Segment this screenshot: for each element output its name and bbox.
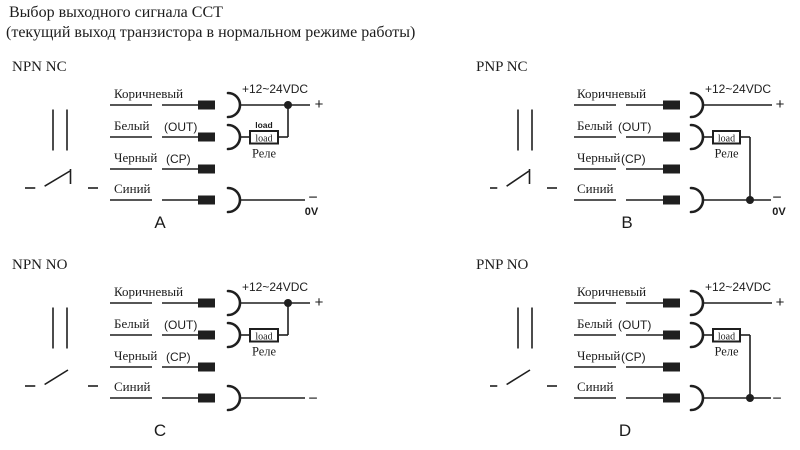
- diagram-type-label: PNP NC: [476, 59, 528, 75]
- supply-label: +12~24VDC: [705, 280, 772, 294]
- junction-dot: [746, 196, 754, 204]
- terminal-icon: [663, 331, 680, 340]
- zero-volt-label: 0V: [772, 206, 786, 218]
- plug-socket-icon: [691, 188, 703, 212]
- sensor-box: [475, 281, 574, 405]
- minus-terminal-label: −: [772, 390, 782, 408]
- cp-label: (CP): [166, 350, 191, 364]
- diagram-pnp-nc: [400, 57, 800, 250]
- load-label: load: [255, 331, 273, 343]
- diagram-type-label: NPN NO: [12, 257, 68, 273]
- supply-label: +12~24VDC: [705, 82, 772, 96]
- load-label: load: [717, 331, 736, 343]
- wire-black: [110, 348, 215, 372]
- load-label: load: [717, 133, 736, 145]
- plug-socket-icon: [691, 93, 703, 117]
- load-label-above: load: [255, 120, 273, 130]
- wire-blue: [110, 181, 319, 218]
- wire-brown: [110, 280, 324, 315]
- diagram-letter: D: [618, 421, 632, 440]
- plug-socket-icon: [691, 125, 703, 149]
- diagram-pnp-no: [400, 255, 800, 448]
- wire-label-blue: Синий: [114, 379, 151, 394]
- plug-socket-icon: [228, 125, 240, 149]
- wire-label-brown: Коричневый: [577, 86, 647, 101]
- diagram-type-label: NPN NC: [12, 59, 67, 75]
- plug-socket-icon: [228, 323, 240, 347]
- diagram-letter: C: [153, 421, 167, 440]
- terminal-icon: [663, 363, 680, 372]
- wire-label-white: Белый: [577, 118, 613, 133]
- wire-label-brown: Коричневый: [114, 284, 184, 299]
- terminal-icon: [198, 196, 215, 205]
- supply-label: +12~24VDC: [242, 82, 309, 96]
- plug-socket-icon: [691, 386, 703, 410]
- sensor-box: [10, 83, 110, 207]
- minus-terminal-label: −: [308, 189, 318, 207]
- sensor-box: [10, 281, 110, 405]
- wire-label-white: Белый: [577, 316, 613, 331]
- wire-brown: [574, 82, 785, 117]
- wire-label-white: Белый: [114, 118, 150, 133]
- terminal-icon: [663, 394, 680, 403]
- plus-terminal-label: +: [775, 294, 785, 311]
- terminal-icon: [663, 101, 680, 110]
- plug-socket-icon: [691, 323, 703, 347]
- wire-label-black: Черный: [114, 150, 158, 165]
- terminal-icon: [198, 101, 215, 110]
- plug-socket-icon: [228, 93, 240, 117]
- wire-label-black: Черный: [114, 348, 158, 363]
- supply-label: +12~24VDC: [242, 280, 309, 294]
- minus-terminal-label: −: [308, 390, 318, 408]
- plus-terminal-label: +: [314, 96, 324, 113]
- diagram-letter: B: [621, 213, 633, 232]
- wire-black: [574, 150, 680, 174]
- page-title: Выбор выходного сигнала ССТ: [9, 4, 223, 21]
- zero-volt-label: 0V: [304, 206, 319, 218]
- wire-black: [110, 150, 215, 174]
- wire-brown: [574, 280, 785, 315]
- minus-terminal-label: −: [772, 189, 782, 207]
- diagram-npn-no: [0, 255, 400, 448]
- diagram-type-label: PNP NO: [476, 257, 529, 273]
- wire-label-brown: Коричневый: [577, 284, 647, 299]
- terminal-icon: [663, 133, 680, 142]
- diagram-letter: A: [154, 213, 166, 232]
- terminal-icon: [663, 299, 680, 308]
- terminal-icon: [198, 331, 215, 340]
- wire-blue: [574, 181, 786, 218]
- plug-socket-icon: [228, 386, 240, 410]
- wire-label-black: Черный: [577, 150, 621, 165]
- cp-label: (CP): [621, 152, 646, 166]
- relay-label: Реле: [714, 146, 739, 161]
- terminal-icon: [663, 196, 680, 205]
- terminal-icon: [198, 363, 215, 372]
- junction-dot: [746, 394, 754, 402]
- terminal-icon: [663, 165, 680, 174]
- terminal-icon: [198, 165, 215, 174]
- cp-label: (CP): [166, 152, 191, 166]
- out-label: (OUT): [164, 318, 198, 332]
- page-subtitle: (текущий выход транзистора в нормальном режиме работы): [6, 24, 416, 41]
- relay-label: Реле: [251, 146, 277, 161]
- wire-label-brown: Коричневый: [114, 86, 184, 101]
- plus-terminal-label: +: [775, 96, 785, 113]
- relay-label: Реле: [251, 344, 277, 359]
- plug-socket-icon: [691, 291, 703, 315]
- relay-label: Реле: [714, 344, 739, 359]
- sensor-box: [475, 83, 574, 207]
- out-label: (OUT): [618, 120, 652, 134]
- wire-brown: [110, 82, 324, 117]
- wire-label-white: Белый: [114, 316, 150, 331]
- wire-label-blue: Синий: [114, 181, 151, 196]
- wire-label-blue: Синий: [577, 181, 614, 196]
- wire-black: [574, 348, 680, 372]
- load-label: load: [255, 133, 273, 145]
- diagram-npn-nc: [0, 57, 400, 250]
- out-label: (OUT): [164, 120, 198, 134]
- terminal-icon: [198, 299, 215, 308]
- wire-label-blue: Синий: [577, 379, 614, 394]
- wire-label-black: Черный: [577, 348, 621, 363]
- cp-label: (CP): [621, 350, 646, 364]
- wire-blue: [110, 379, 318, 410]
- out-label: (OUT): [618, 318, 652, 332]
- plug-socket-icon: [228, 188, 240, 212]
- plus-terminal-label: +: [314, 294, 324, 311]
- terminal-icon: [198, 394, 215, 403]
- terminal-icon: [198, 133, 215, 142]
- plug-socket-icon: [228, 291, 240, 315]
